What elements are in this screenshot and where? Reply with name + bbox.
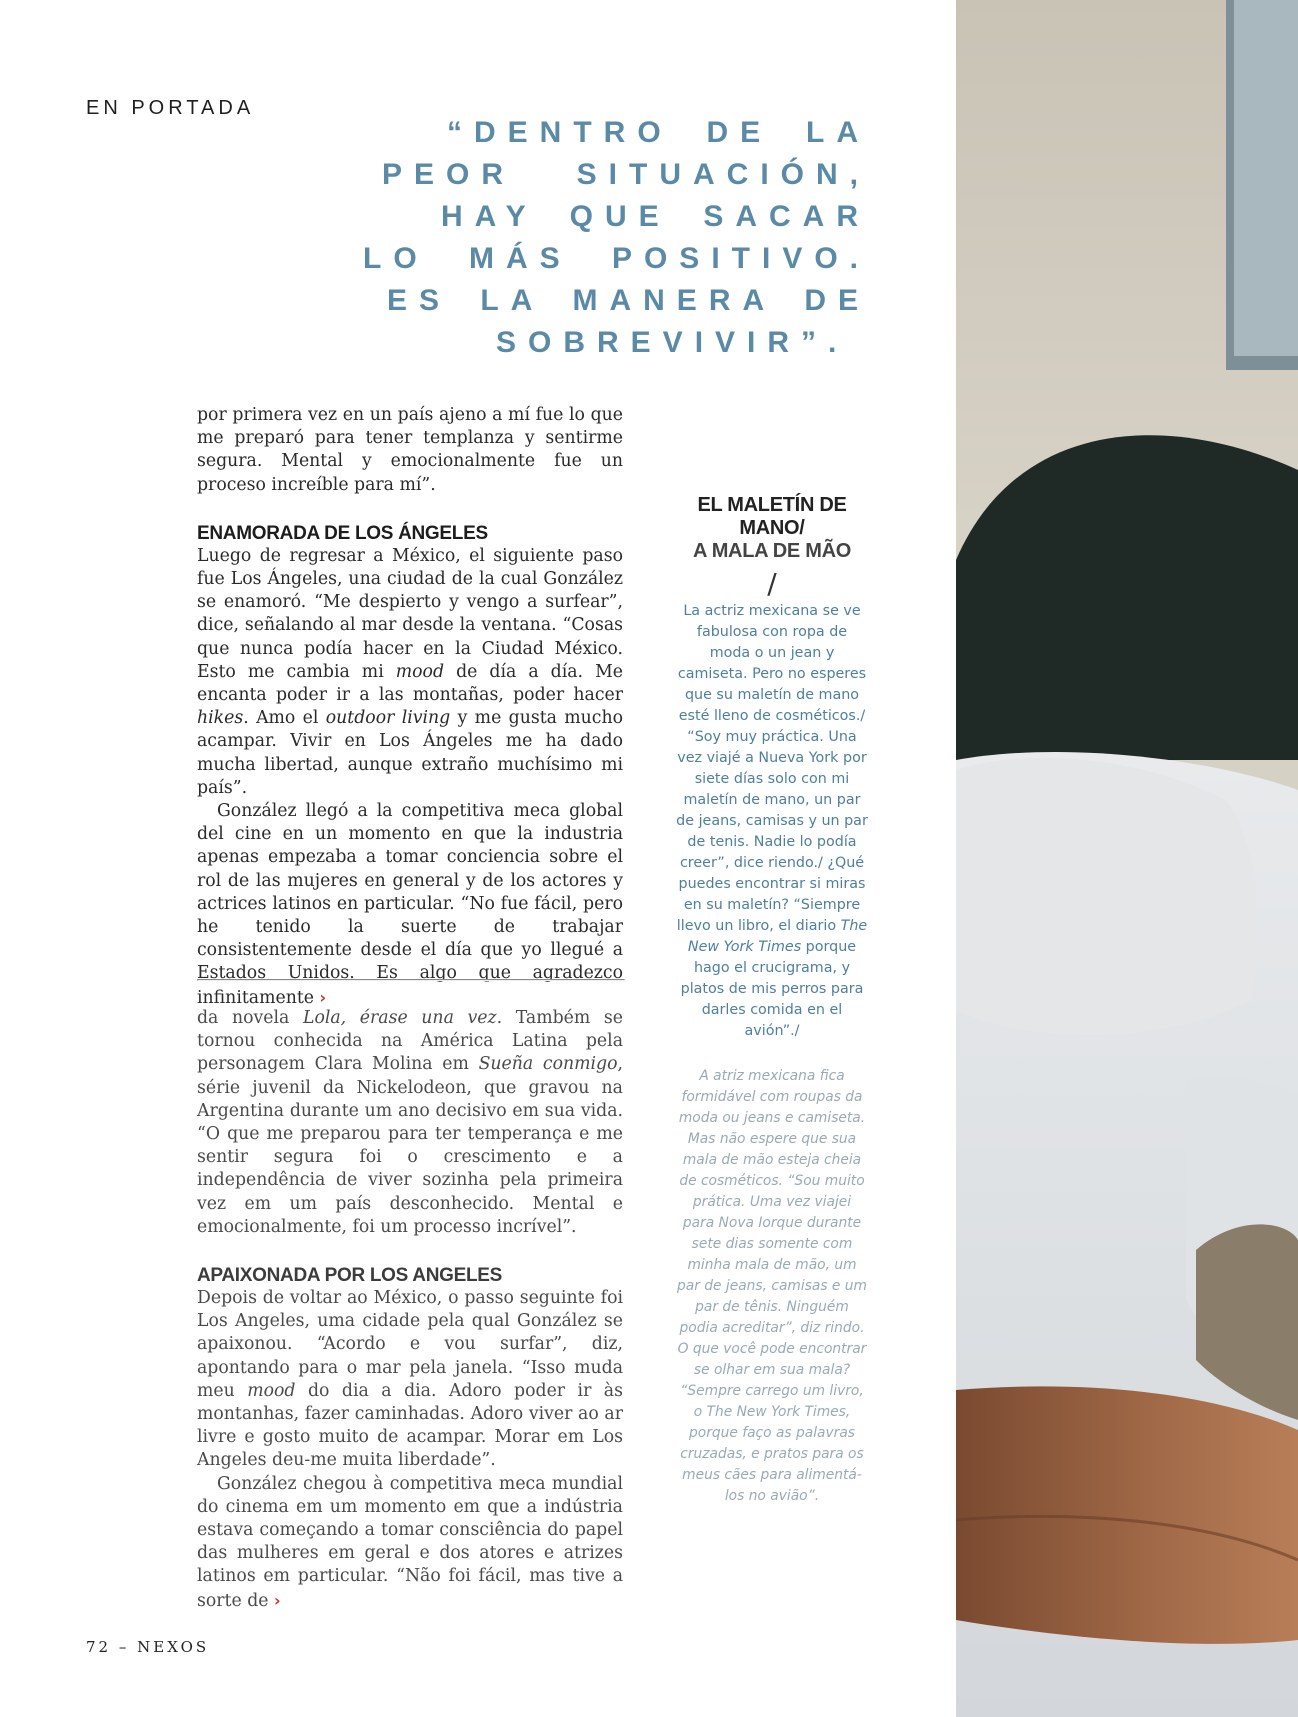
sidebar-text-portuguese: A atriz mexicana fica formidável com roupas da moda ou jeans e camiseta. Mas não espere que sua mala de mão esteja cheia de cosméticos. “Sou muito prática. Uma vez viajei para Nova Iorque durante sete dias somente com minha mala de mão, um par de jeans, camisas e um par de tênis. Ninguém podia acreditar”, diz rindo. O que você pode encontrar se olhar em sua mala? “Sempre carrego um livro, o The New York Times, porque faço as palavras cruzadas, e pratos para os meus cães para alimentá-los no avião”. [677,1068,867,1504]
sidebar-text-spanish [676,601,868,1042]
italic-run: The New York Times [687,918,868,955]
body-paragraph [197,1473,623,1613]
sidebar-title-portuguese: A MALA DE MÃO [693,540,851,562]
text-run: porque hago el crucigrama, y platos de mis perros para darles comida en el avión”./ [680,939,864,1039]
continue-arrow-icon: › [319,987,327,1007]
italic-run: outdoor living [325,708,451,729]
article-column-spanish [197,404,623,1010]
section-subhead: ENAMORADA DE LOS ÁNGELES [197,522,488,544]
text-run: Luego de regresar a México, el siguiente paso fue Los Ángeles, una ciudad de la cual González se enamoró. “Me despierto y vengo a surfear”, dice, señalando al mar desde la ventana. “Cosas que nunca podía hacer en la Ciudad México. Esto me cambia mi [197,545,623,682]
italic-run: Lola, érase una vez [302,1008,497,1028]
pull-quote [340,112,870,364]
pull-quote-line: ES LA MANERA DE [387,284,870,317]
text-run: González llegó a la competitiva meca global del cine en un momento en que la industria apenas empezaba a tomar conciencia sobre el rol de las mujeres en general y de los actores y actrices latinos en particular. “No fue fácil, pero he tenido la suerte de trabajar consistentemente desde el día que yo llegué a Estados Unidos. Es algo que agradezco infinitamente [197,801,623,1008]
text-run: , série juvenil da Nickelodeon, que gravou na Argentina durante um ano decisivo em sua vida. “O que me preparou para ter temperança e me sentir segura foi o crescimento e a independência de viver sozinha pela primeira vez em um país desconhecido. Mental e emocionalmente, foi um processo incrível”. [197,1054,623,1237]
text-run: de día a día. Me encanta poder ir a las montañas, poder hacer [197,661,623,706]
continue-arrow-icon: › [274,1590,281,1610]
page-folio: 72 – NEXOS [86,1638,210,1656]
pull-quote-line: HAY QUE SACAR [441,200,870,233]
article-column-portuguese [197,1007,623,1613]
text-run: González chegou à competitiva meca mundial do cinema em um momento em que a indústria estava começando a tomar consciência do papel das mulheres em geral e dos atores e atrizes latinos em particular. “Não foi fácil, mas tive a sorte de [197,1473,623,1611]
pull-quote-line: SOBREVIVIR”. [496,326,849,359]
pull-quote-line: LO MÁS POSITIVO. [363,242,870,275]
pillow-shape [956,758,1258,1035]
text-run: Depois de voltar ao México, o passo seguinte foi Los Angeles, uma cidade pela qual González se apaixonou. “Acordo e vou surfar”, diz, apontando para o mar pela janela. “Isso muda meu [197,1288,623,1401]
picture-glass-shape [1234,0,1298,356]
text-run: . Também se tornou conhecida na América Latina pela personagem Clara Molina em [197,1008,623,1075]
slash-divider: / [767,567,777,600]
section-subhead: APAIXONADA POR LOS ANGELES [197,1265,503,1287]
cover-photo-art [956,0,1298,1717]
text-run: y me gusta mucho acampar. Vivir en Los Ángeles me ha dado mucha libertad, aunque extraño muchísimo mi país”. [197,708,624,798]
text-run: . Amo el [243,708,326,729]
italic-run: mood [395,661,445,682]
body-paragraph [197,1287,623,1473]
body-paragraph: por primera vez en un país ajeno a mí fue lo que me preparó para tener templanza y sentirme segura. Mental y emocionalmente fue un proceso increíble para mí”. [197,405,623,495]
text-run: La actriz mexicana se ve fabulosa con ropa de moda o un jean y camiseta. Pero no esperes que su maletín de mano esté lleno de cosméticos./ “Soy muy práctica. Una vez viajé a Nueva York por siete días solo con mi maletín de mano, un par de jeans, camisas y un par de tenis. Nadie lo podía creer”, dice riendo./ ¿Qué puedes encontrar si miras en su maletín? “Siempre llevo un libro, el diario [676,603,868,934]
language-divider [197,979,625,981]
sidebar-title: EL MALETÍN DE MANO/ [697,494,847,539]
pull-quote-line: “DENTRO DE LA [447,116,870,149]
body-paragraph [197,1007,623,1239]
italic-run: hikes [197,708,244,729]
sidebar-box [676,494,868,1507]
cover-photo [956,0,1298,1717]
pull-quote-line: PEOR SITUACIÓN, [382,158,870,191]
italic-run: mood [247,1380,296,1401]
italic-run: Sueña conmigo [478,1054,618,1075]
section-label: EN PORTADA [86,97,255,119]
text-run: da novela [197,1008,303,1028]
body-paragraph [197,545,623,800]
text-run: do dia a dia. Adoro poder ir às montanhas, fazer caminhadas. Adoro viver ao ar livre e gosto muito de acampar. Morar em Los Angeles deu-me muita liberdade”. [197,1380,623,1471]
arm-shape [956,1386,1298,1644]
